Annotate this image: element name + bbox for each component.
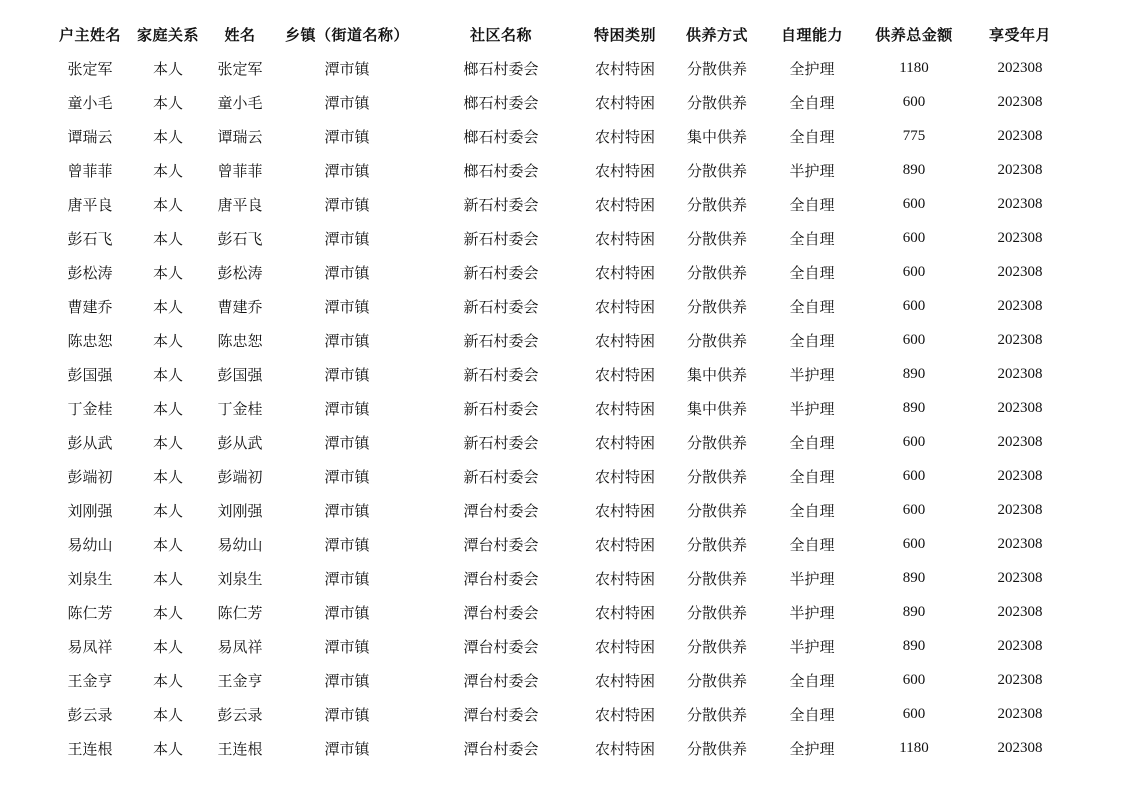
cell-total-amount: 600 (902, 467, 926, 484)
cell-self-care: 半护理 (789, 569, 835, 588)
cell-year-month: 202308 (997, 263, 1043, 280)
cell-householder-name: 童小毛 (67, 93, 113, 112)
cell-township: 潭市镇 (324, 297, 370, 316)
cell-total-amount: 890 (902, 161, 926, 178)
cell-householder-name: 彭石飞 (67, 229, 113, 248)
cell-family-relation: 本人 (152, 93, 183, 112)
cell-family-relation: 本人 (152, 569, 183, 588)
cell-support-method: 分散供养 (686, 603, 747, 622)
cell-support-method: 分散供养 (686, 297, 747, 316)
cell-support-method: 分散供养 (686, 535, 747, 554)
cell-self-care: 半护理 (789, 365, 835, 384)
table-row (46, 527, 1066, 561)
cell-family-relation: 本人 (152, 263, 183, 282)
table-row (46, 221, 1066, 255)
cell-township: 潭市镇 (324, 501, 370, 520)
cell-support-method: 分散供养 (686, 637, 747, 656)
cell-category: 农村特困 (594, 93, 655, 112)
cell-community: 新石村委会 (463, 467, 539, 486)
support-roster-table (46, 17, 1066, 765)
cell-self-care: 全自理 (789, 467, 835, 486)
cell-self-care: 全自理 (789, 535, 835, 554)
cell-name: 童小毛 (217, 93, 263, 112)
cell-total-amount: 600 (902, 229, 926, 246)
cell-self-care: 半护理 (789, 399, 835, 418)
cell-support-method: 集中供养 (686, 399, 747, 418)
table-row (46, 731, 1066, 765)
cell-support-method: 分散供养 (686, 93, 747, 112)
cell-householder-name: 易幼山 (67, 535, 113, 554)
cell-support-method: 分散供养 (686, 433, 747, 452)
cell-township: 潭市镇 (324, 229, 370, 248)
cell-year-month: 202308 (997, 127, 1043, 144)
table-row (46, 663, 1066, 697)
cell-year-month: 202308 (997, 705, 1043, 722)
cell-category: 农村特困 (594, 603, 655, 622)
cell-category: 农村特困 (594, 59, 655, 78)
cell-householder-name: 丁金桂 (67, 399, 113, 418)
table-row (46, 561, 1066, 595)
cell-township: 潭市镇 (324, 331, 370, 350)
cell-name: 彭松涛 (217, 263, 263, 282)
cell-support-method: 分散供养 (686, 195, 747, 214)
cell-year-month: 202308 (997, 93, 1043, 110)
cell-total-amount: 890 (902, 365, 926, 382)
cell-category: 农村特困 (594, 399, 655, 418)
cell-support-method: 分散供养 (686, 501, 747, 520)
cell-category: 农村特困 (594, 127, 655, 146)
cell-total-amount: 600 (902, 195, 926, 212)
header-row (46, 17, 1066, 51)
cell-year-month: 202308 (997, 603, 1043, 620)
cell-family-relation: 本人 (152, 161, 183, 180)
cell-householder-name: 陈仁芳 (67, 603, 113, 622)
cell-community: 潭台村委会 (463, 535, 539, 554)
cell-support-method: 分散供养 (686, 705, 747, 724)
cell-township: 潭市镇 (324, 467, 370, 486)
cell-township: 潭市镇 (324, 365, 370, 384)
cell-community: 新石村委会 (463, 399, 539, 418)
cell-self-care: 全护理 (789, 59, 835, 78)
cell-township: 潭市镇 (324, 263, 370, 282)
cell-family-relation: 本人 (152, 399, 183, 418)
cell-total-amount: 600 (902, 705, 926, 722)
cell-community: 榔石村委会 (463, 93, 539, 112)
cell-family-relation: 本人 (152, 535, 183, 554)
cell-name: 曹建乔 (217, 297, 263, 316)
cell-name: 曾菲菲 (217, 161, 263, 180)
cell-name: 谭瑞云 (217, 127, 263, 146)
cell-year-month: 202308 (997, 433, 1043, 450)
cell-year-month: 202308 (997, 195, 1043, 212)
cell-self-care: 全自理 (789, 127, 835, 146)
cell-householder-name: 曾菲菲 (67, 161, 113, 180)
table-row (46, 119, 1066, 153)
cell-category: 农村特困 (594, 297, 655, 316)
cell-family-relation: 本人 (152, 127, 183, 146)
table-header (46, 17, 1066, 51)
table-row (46, 187, 1066, 221)
header-community: 社区名称 (469, 25, 532, 44)
cell-community: 新石村委会 (463, 331, 539, 350)
cell-family-relation: 本人 (152, 671, 183, 690)
cell-name: 彭国强 (217, 365, 263, 384)
cell-category: 农村特困 (594, 569, 655, 588)
cell-category: 农村特困 (594, 637, 655, 656)
table-body (46, 51, 1066, 765)
cell-householder-name: 彭国强 (67, 365, 113, 384)
cell-category: 农村特困 (594, 229, 655, 248)
cell-householder-name: 刘泉生 (67, 569, 113, 588)
cell-support-method: 分散供养 (686, 229, 747, 248)
cell-total-amount: 600 (902, 263, 926, 280)
cell-name: 刘泉生 (217, 569, 263, 588)
header-total-amount: 供养总金额 (875, 25, 953, 44)
cell-support-method: 分散供养 (686, 467, 747, 486)
cell-category: 农村特困 (594, 331, 655, 350)
cell-family-relation: 本人 (152, 297, 183, 316)
cell-name: 彭云录 (217, 705, 263, 724)
cell-year-month: 202308 (997, 331, 1043, 348)
cell-name: 刘刚强 (217, 501, 263, 520)
table-row (46, 391, 1066, 425)
cell-community: 潭台村委会 (463, 671, 539, 690)
cell-family-relation: 本人 (152, 705, 183, 724)
cell-name: 陈忠恕 (217, 331, 263, 350)
cell-year-month: 202308 (997, 535, 1043, 552)
header-family-relation: 家庭关系 (136, 25, 199, 44)
cell-township: 潭市镇 (324, 739, 370, 758)
cell-total-amount: 890 (902, 603, 926, 620)
cell-year-month: 202308 (997, 365, 1043, 382)
cell-township: 潭市镇 (324, 127, 370, 146)
cell-name: 陈仁芳 (217, 603, 263, 622)
cell-category: 农村特困 (594, 161, 655, 180)
cell-township: 潭市镇 (324, 637, 370, 656)
cell-total-amount: 890 (902, 569, 926, 586)
cell-support-method: 分散供养 (686, 739, 747, 758)
header-householder-name: 户主姓名 (58, 25, 121, 44)
cell-householder-name: 谭瑞云 (67, 127, 113, 146)
header-self-care: 自理能力 (780, 25, 843, 44)
cell-self-care: 全自理 (789, 263, 835, 282)
cell-self-care: 全自理 (789, 501, 835, 520)
cell-community: 潭台村委会 (463, 739, 539, 758)
cell-community: 新石村委会 (463, 297, 539, 316)
cell-community: 榔石村委会 (463, 161, 539, 180)
header-name: 姓名 (224, 25, 256, 44)
cell-community: 新石村委会 (463, 433, 539, 452)
cell-support-method: 分散供养 (686, 331, 747, 350)
cell-community: 新石村委会 (463, 195, 539, 214)
cell-total-amount: 600 (902, 331, 926, 348)
cell-township: 潭市镇 (324, 433, 370, 452)
cell-township: 潭市镇 (324, 535, 370, 554)
cell-householder-name: 王金亨 (67, 671, 113, 690)
cell-self-care: 全自理 (789, 331, 835, 350)
cell-self-care: 全自理 (789, 195, 835, 214)
cell-householder-name: 彭从武 (67, 433, 113, 452)
cell-name: 易凤祥 (217, 637, 263, 656)
cell-self-care: 全自理 (789, 93, 835, 112)
cell-year-month: 202308 (997, 59, 1043, 76)
cell-self-care: 全护理 (789, 739, 835, 758)
cell-category: 农村特困 (594, 263, 655, 282)
cell-category: 农村特困 (594, 671, 655, 690)
cell-year-month: 202308 (997, 399, 1043, 416)
cell-self-care: 全自理 (789, 229, 835, 248)
cell-community: 新石村委会 (463, 263, 539, 282)
cell-family-relation: 本人 (152, 433, 183, 452)
cell-category: 农村特困 (594, 501, 655, 520)
cell-name: 王金亨 (217, 671, 263, 690)
cell-family-relation: 本人 (152, 195, 183, 214)
cell-year-month: 202308 (997, 467, 1043, 484)
table-row (46, 595, 1066, 629)
cell-support-method: 分散供养 (686, 569, 747, 588)
cell-name: 彭石飞 (217, 229, 263, 248)
cell-name: 张定军 (217, 59, 263, 78)
cell-householder-name: 王连根 (67, 739, 113, 758)
cell-householder-name: 唐平良 (67, 195, 113, 214)
cell-community: 榔石村委会 (463, 59, 539, 78)
cell-householder-name: 彭松涛 (67, 263, 113, 282)
cell-community: 潭台村委会 (463, 501, 539, 520)
cell-township: 潭市镇 (324, 569, 370, 588)
header-year-month: 享受年月 (988, 25, 1051, 44)
cell-support-method: 集中供养 (686, 365, 747, 384)
cell-householder-name: 曹建乔 (67, 297, 113, 316)
cell-township: 潭市镇 (324, 671, 370, 690)
cell-self-care: 全自理 (789, 297, 835, 316)
cell-name: 王连根 (217, 739, 263, 758)
cell-community: 潭台村委会 (463, 569, 539, 588)
cell-category: 农村特困 (594, 739, 655, 758)
table-row (46, 459, 1066, 493)
cell-township: 潭市镇 (324, 161, 370, 180)
cell-category: 农村特困 (594, 433, 655, 452)
table-row (46, 357, 1066, 391)
cell-total-amount: 775 (902, 127, 926, 144)
cell-total-amount: 890 (902, 637, 926, 654)
cell-family-relation: 本人 (152, 467, 183, 486)
header-support-method: 供养方式 (685, 25, 748, 44)
cell-name: 丁金桂 (217, 399, 263, 418)
cell-householder-name: 陈忠恕 (67, 331, 113, 350)
cell-support-method: 集中供养 (686, 127, 747, 146)
cell-householder-name: 张定军 (67, 59, 113, 78)
cell-township: 潭市镇 (324, 399, 370, 418)
cell-family-relation: 本人 (152, 229, 183, 248)
cell-total-amount: 1180 (899, 739, 929, 756)
cell-self-care: 全自理 (789, 671, 835, 690)
cell-total-amount: 600 (902, 671, 926, 688)
cell-family-relation: 本人 (152, 365, 183, 384)
cell-total-amount: 600 (902, 297, 926, 314)
cell-year-month: 202308 (997, 637, 1043, 654)
cell-support-method: 分散供养 (686, 263, 747, 282)
cell-self-care: 全自理 (789, 705, 835, 724)
table-row (46, 323, 1066, 357)
cell-family-relation: 本人 (152, 331, 183, 350)
table-row (46, 629, 1066, 663)
cell-support-method: 分散供养 (686, 59, 747, 78)
cell-total-amount: 600 (902, 93, 926, 110)
cell-family-relation: 本人 (152, 637, 183, 656)
cell-total-amount: 1180 (899, 59, 929, 76)
cell-township: 潭市镇 (324, 93, 370, 112)
cell-self-care: 半护理 (789, 637, 835, 656)
cell-total-amount: 600 (902, 501, 926, 518)
cell-category: 农村特困 (594, 195, 655, 214)
cell-self-care: 半护理 (789, 603, 835, 622)
cell-support-method: 分散供养 (686, 671, 747, 690)
cell-householder-name: 刘刚强 (67, 501, 113, 520)
header-category: 特困类别 (593, 25, 656, 44)
cell-category: 农村特困 (594, 535, 655, 554)
cell-category: 农村特困 (594, 705, 655, 724)
cell-family-relation: 本人 (152, 501, 183, 520)
cell-self-care: 半护理 (789, 161, 835, 180)
cell-year-month: 202308 (997, 569, 1043, 586)
cell-total-amount: 600 (902, 433, 926, 450)
cell-township: 潭市镇 (324, 705, 370, 724)
cell-householder-name: 彭云录 (67, 705, 113, 724)
cell-category: 农村特困 (594, 467, 655, 486)
cell-community: 新石村委会 (463, 229, 539, 248)
cell-self-care: 全自理 (789, 433, 835, 452)
cell-family-relation: 本人 (152, 603, 183, 622)
cell-year-month: 202308 (997, 671, 1043, 688)
cell-name: 彭端初 (217, 467, 263, 486)
cell-name: 彭从武 (217, 433, 263, 452)
cell-year-month: 202308 (997, 501, 1043, 518)
table-row (46, 85, 1066, 119)
cell-year-month: 202308 (997, 161, 1043, 178)
header-township: 乡镇（街道名称） (284, 25, 409, 44)
cell-community: 榔石村委会 (463, 127, 539, 146)
cell-family-relation: 本人 (152, 59, 183, 78)
cell-community: 潭台村委会 (463, 603, 539, 622)
cell-community: 新石村委会 (463, 365, 539, 384)
cell-family-relation: 本人 (152, 739, 183, 758)
cell-category: 农村特困 (594, 365, 655, 384)
cell-year-month: 202308 (997, 297, 1043, 314)
cell-total-amount: 890 (902, 399, 926, 416)
cell-householder-name: 彭端初 (67, 467, 113, 486)
cell-name: 易幼山 (217, 535, 263, 554)
table-row (46, 51, 1066, 85)
cell-township: 潭市镇 (324, 59, 370, 78)
table-row (46, 493, 1066, 527)
table-row (46, 425, 1066, 459)
table-row (46, 255, 1066, 289)
table-row (46, 289, 1066, 323)
cell-year-month: 202308 (997, 739, 1043, 756)
cell-year-month: 202308 (997, 229, 1043, 246)
cell-township: 潭市镇 (324, 603, 370, 622)
cell-community: 潭台村委会 (463, 705, 539, 724)
cell-householder-name: 易凤祥 (67, 637, 113, 656)
table-row (46, 153, 1066, 187)
cell-name: 唐平良 (217, 195, 263, 214)
cell-support-method: 分散供养 (686, 161, 747, 180)
table-row (46, 697, 1066, 731)
cell-community: 潭台村委会 (463, 637, 539, 656)
cell-township: 潭市镇 (324, 195, 370, 214)
cell-total-amount: 600 (902, 535, 926, 552)
